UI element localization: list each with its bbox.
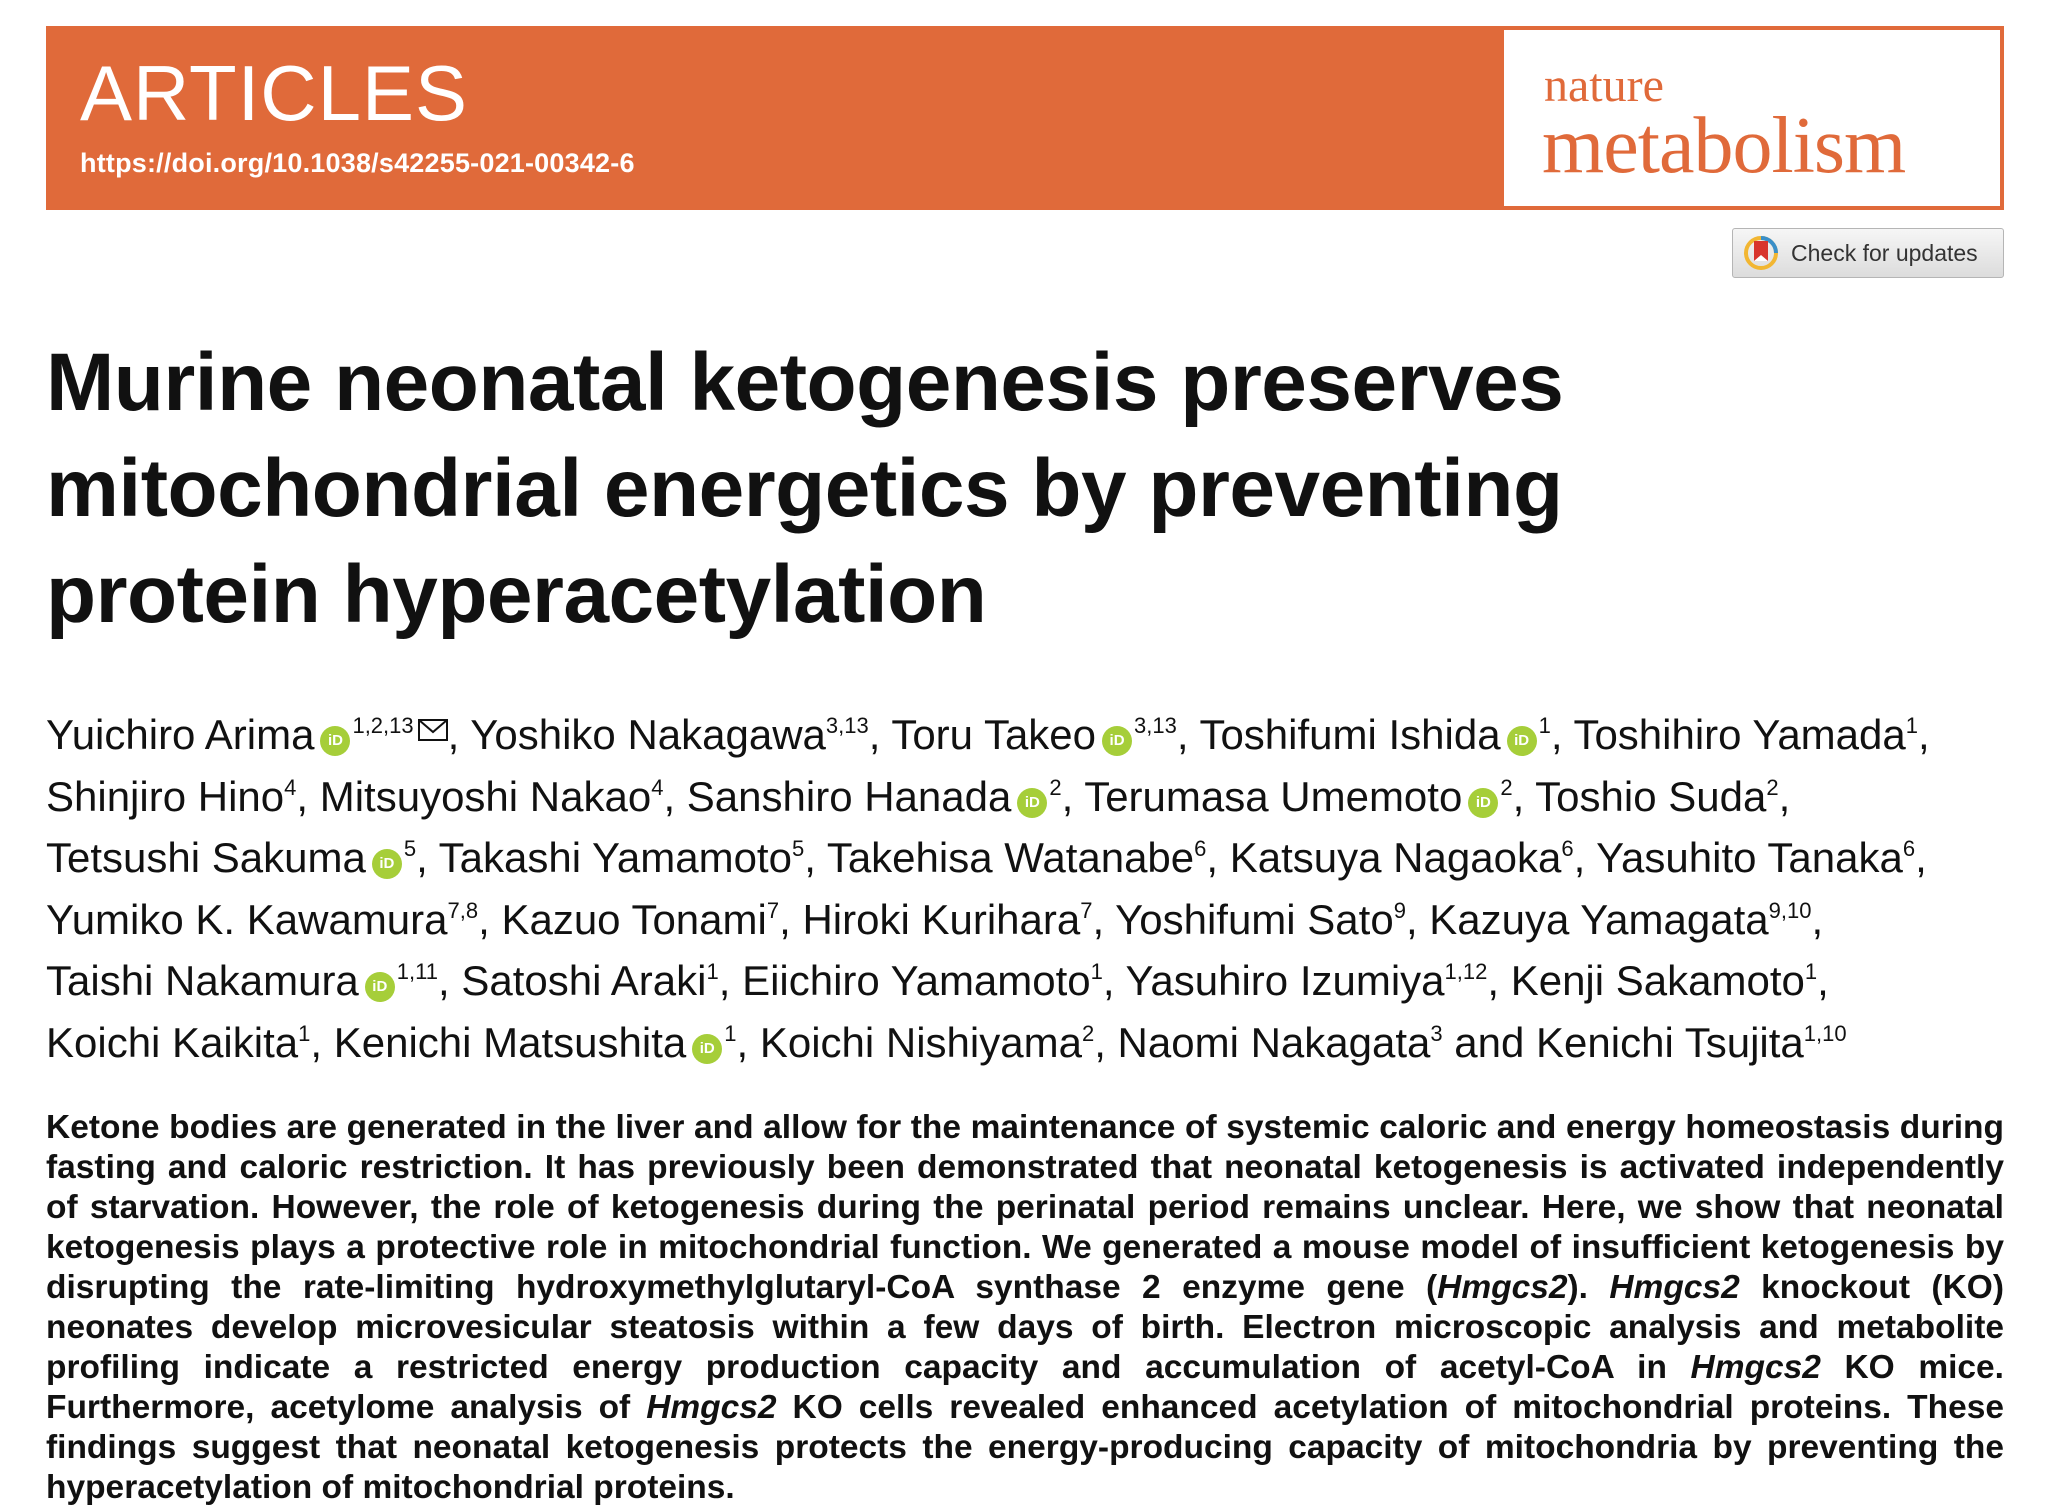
author-name: Koichi Nishiyama xyxy=(759,1018,1082,1066)
envelope-icon[interactable] xyxy=(418,696,448,758)
author[interactable] xyxy=(334,1019,737,1066)
author[interactable] xyxy=(501,896,779,943)
affiliation-sup: 1,12 xyxy=(1444,959,1488,984)
author-separator: , xyxy=(1206,834,1230,881)
crossmark-icon xyxy=(1743,235,1779,271)
affiliation-sup: 1 xyxy=(1905,713,1918,738)
gene-name: Hmgcs2 xyxy=(1609,1269,1740,1306)
author-name: Taishi Nakamura xyxy=(46,957,359,1004)
orcid-icon[interactable]: iD xyxy=(365,972,395,1002)
journal-name-top: nature xyxy=(1544,59,1664,112)
author[interactable] xyxy=(802,896,1092,943)
author-separator: and xyxy=(1442,1018,1537,1066)
author-name: Toshihiro Yamada xyxy=(1573,711,1906,758)
orcid-icon[interactable]: iD xyxy=(1468,788,1498,818)
author[interactable] xyxy=(461,957,718,1004)
gene-name: Hmgcs2 xyxy=(1437,1269,1568,1306)
gene-name: Hmgcs2 xyxy=(646,1389,777,1426)
author-name: Toshio Suda xyxy=(1535,772,1767,820)
author-separator: , xyxy=(1573,834,1597,881)
author-name: Toshifumi Ishida xyxy=(1199,711,1501,758)
author-separator: , xyxy=(779,895,803,943)
author[interactable] xyxy=(46,711,448,758)
gene-name: Hmgcs2 xyxy=(1690,1349,1821,1386)
check-for-updates-label: Check for updates xyxy=(1791,239,1978,266)
author-separator: , xyxy=(1918,711,1930,758)
affiliation-sup: 1 xyxy=(1804,959,1818,984)
author-name: Yasuhiro Izumiya xyxy=(1125,957,1445,1004)
affiliation-sup: 7 xyxy=(1080,897,1093,923)
author[interactable] xyxy=(1573,711,1918,758)
author-name: Katsuya Nagaoka xyxy=(1229,834,1562,881)
author[interactable] xyxy=(46,957,438,1004)
author-separator: , xyxy=(1778,772,1791,820)
journal-name-bottom: metabolism xyxy=(1542,102,1906,190)
author-separator: , xyxy=(1487,957,1511,1004)
affiliation-sup: 4 xyxy=(284,774,297,800)
orcid-icon[interactable]: iD xyxy=(1507,726,1537,756)
author-separator: , xyxy=(1512,772,1536,820)
author[interactable] xyxy=(1429,896,1811,943)
author-name: Koichi Kaikita xyxy=(46,1018,299,1066)
author-separator: , xyxy=(804,834,827,881)
article-title: Murine neonatal ketogenesis preserves mitochondrial energetics by preventing protein hyperacetylation xyxy=(46,337,1564,640)
author-name: Yumiko K. Kawamura xyxy=(46,895,448,943)
author[interactable] xyxy=(470,711,869,758)
affiliation-sup: 1,11 xyxy=(396,959,438,984)
affiliation-sup: 3,13 xyxy=(1134,713,1177,738)
author-name: Kazuo Tonami xyxy=(501,895,767,943)
author-name: Sanshiro Hanada xyxy=(686,772,1012,820)
orcid-icon[interactable]: iD xyxy=(372,849,402,879)
author[interactable] xyxy=(827,834,1207,881)
author-name: Tetsushi Sakuma xyxy=(46,834,366,881)
author-name: Yasuhito Tanaka xyxy=(1596,834,1903,881)
author-separator: , xyxy=(868,711,892,758)
check-for-updates-button[interactable] xyxy=(1732,228,2004,278)
header-banner xyxy=(46,26,2004,210)
affiliation-sup: 9 xyxy=(1393,897,1406,923)
affiliation-sup: 5 xyxy=(791,836,805,861)
affiliation-sup: 6 xyxy=(1561,836,1574,861)
author-separator: , xyxy=(736,1018,760,1066)
orcid-icon[interactable]: iD xyxy=(320,726,350,756)
author[interactable] xyxy=(1511,957,1817,1004)
author-separator: , xyxy=(1176,711,1200,758)
author-list xyxy=(46,696,2026,1073)
author-name: Yoshiko Nakagawa xyxy=(470,711,826,758)
author[interactable] xyxy=(1536,1019,1847,1066)
author[interactable] xyxy=(1535,773,1778,820)
author-separator: , xyxy=(718,957,743,1004)
author-name: Mitsuyoshi Nakao xyxy=(319,772,652,820)
author-name: Eiichiro Yamamoto xyxy=(742,957,1091,1004)
orcid-icon[interactable]: iD xyxy=(692,1034,722,1064)
affiliation-sup: 1 xyxy=(1090,959,1103,984)
affiliation-sup: 1 xyxy=(298,1020,311,1046)
affiliation-sup: 5 xyxy=(403,836,417,861)
affiliation-sup: 2 xyxy=(1500,774,1513,800)
author-separator: , xyxy=(447,711,471,758)
orcid-icon[interactable]: iD xyxy=(1017,788,1047,818)
affiliation-sup: 4 xyxy=(651,774,664,800)
author-separator: , xyxy=(1811,895,1824,943)
author-name: Kenichi Tsujita xyxy=(1536,1018,1804,1066)
author-name: Takehisa Watanabe xyxy=(826,834,1195,881)
author[interactable] xyxy=(1596,834,1915,881)
author[interactable] xyxy=(46,896,478,943)
author-name: Kenji Sakamoto xyxy=(1510,957,1805,1004)
author-name: Terumasa Umemoto xyxy=(1084,772,1463,820)
author-separator: , xyxy=(663,772,687,820)
abstract xyxy=(46,1108,2004,1508)
affiliation-sup: 3 xyxy=(1430,1020,1443,1046)
abstract-text: KO mice. Furthermore, acetylome analysis of xyxy=(46,1349,2004,1426)
affiliation-sup: 1,2,13 xyxy=(352,713,414,738)
author[interactable] xyxy=(1126,957,1488,1004)
author-separator: , xyxy=(296,772,320,820)
author[interactable] xyxy=(1230,834,1574,881)
author-separator: , xyxy=(478,895,502,943)
orcid-icon[interactable]: iD xyxy=(1102,726,1132,756)
author[interactable] xyxy=(891,711,1177,758)
affiliation-sup: 1 xyxy=(724,1020,737,1046)
author-name: Takashi Yamamoto xyxy=(438,834,792,881)
author-separator: , xyxy=(416,834,439,881)
author-name: Yoshifumi Sato xyxy=(1115,895,1394,943)
abstract-text: knockout (KO) neonates develop microvesicular steatosis within a few days of birth. Electron microscopic analysis and metabolite profiling indicate a restricted energy production capacity and accumulation of acetyl-CoA in xyxy=(46,1269,2004,1386)
author[interactable] xyxy=(46,834,416,881)
author-separator: , xyxy=(437,957,462,1004)
author-separator: , xyxy=(1817,957,1829,1004)
doi-link[interactable]: https://doi.org/10.1038/s42255-021-00342-6 xyxy=(80,148,635,178)
author-name: Yuichiro Arima xyxy=(46,711,315,758)
affiliation-sup: 1 xyxy=(1538,713,1551,738)
affiliation-sup: 6 xyxy=(1194,836,1207,861)
affiliation-sup: 6 xyxy=(1902,836,1916,861)
author[interactable] xyxy=(1084,773,1512,820)
abstract-text: KO cells revealed enhanced acetylation of mitochondrial proteins. These findings suggest that neonatal ketogenesis protects the energy-producing capacity of mitochondria by preventing the hyperacetylation of mitochondrial proteins. xyxy=(46,1389,2004,1506)
author-name: Shinjiro Hino xyxy=(46,772,285,820)
abstract-text: ). xyxy=(1567,1269,1610,1306)
author[interactable] xyxy=(687,773,1062,820)
affiliation-sup: 2 xyxy=(1766,774,1779,800)
author-separator: , xyxy=(1102,957,1126,1004)
journal-logo[interactable] xyxy=(1504,30,2000,206)
author-name: Naomi Nakagata xyxy=(1117,1018,1431,1066)
affiliation-sup: 7,8 xyxy=(447,897,479,923)
author[interactable] xyxy=(1118,1019,1443,1066)
affiliation-sup: 1,10 xyxy=(1803,1020,1847,1046)
author-name: Hiroki Kurihara xyxy=(802,895,1081,943)
author[interactable] xyxy=(439,834,805,881)
author-separator: , xyxy=(1915,834,1927,881)
affiliation-sup: 3,13 xyxy=(825,713,869,738)
author[interactable] xyxy=(760,1019,1094,1066)
affiliation-sup: 2 xyxy=(1049,774,1062,800)
author-separator: , xyxy=(1550,711,1574,758)
author[interactable] xyxy=(742,957,1103,1004)
author[interactable] xyxy=(1199,711,1550,758)
abstract-text: Ketone bodies are generated in the liver and allow for the maintenance of systemic caloric and energy homeostasis during fasting and caloric restriction. It has previously been demonstrated that neonatal ketogenesis is activated independently of starvation. However, the role of ketogenesis during the perinatal period remains unclear. Here, we show that neonatal ketogenesis plays a protective role in mitochondrial function. We generated a mouse model of insufficient ketogenesis by disrupting the rate-limiting hydroxymethylglutaryl-CoA synthase 2 enzyme gene ( xyxy=(46,1109,2004,1306)
author-separator: , xyxy=(310,1018,334,1066)
author[interactable] xyxy=(1115,896,1406,943)
affiliation-sup: 7 xyxy=(766,897,780,923)
author-name: Satoshi Araki xyxy=(461,957,707,1004)
author[interactable] xyxy=(46,1019,310,1066)
author[interactable] xyxy=(320,773,664,820)
affiliation-sup: 9,10 xyxy=(1768,897,1812,923)
author-separator: , xyxy=(1061,772,1085,820)
author[interactable] xyxy=(46,773,296,820)
affiliation-sup: 2 xyxy=(1081,1020,1095,1046)
author-name: Toru Takeo xyxy=(891,711,1097,758)
affiliation-sup: 1 xyxy=(706,959,719,984)
author-name: Kenichi Matsushita xyxy=(333,1018,687,1066)
section-label: ARTICLES xyxy=(80,49,469,137)
author-separator: , xyxy=(1094,1018,1118,1066)
author-separator: , xyxy=(1092,895,1116,943)
author-name: Kazuya Yamagata xyxy=(1429,895,1769,943)
author-separator: , xyxy=(1405,895,1430,943)
